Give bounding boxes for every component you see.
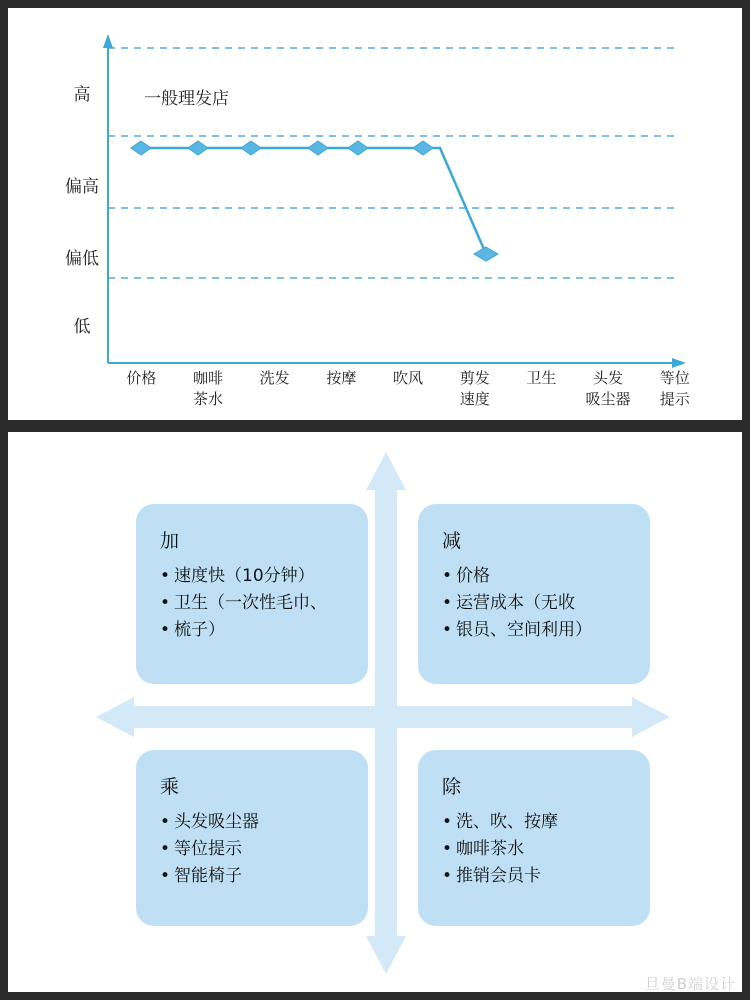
x-axis-arrow	[672, 358, 686, 368]
quadrant-reduce	[418, 504, 650, 684]
x-tick-2-line1: 洗发	[259, 369, 290, 387]
list-item-continuation: • 银员、空间利用）	[442, 617, 628, 644]
chart-area	[8, 8, 742, 420]
x-tick-7-line2: 吸尘器	[585, 390, 631, 408]
x-tick-3-line1: 按摩	[326, 369, 357, 387]
list-item: • 运营成本（无收	[442, 590, 628, 617]
x-tick-1-line2: 茶水	[193, 390, 224, 408]
x-tick-0	[108, 368, 175, 428]
quadrant-reduce-list	[442, 563, 628, 644]
x-tick-6	[508, 368, 575, 428]
list-item: • 洗、吹、按摩	[442, 809, 628, 836]
x-tick-5-line1: 剪发	[459, 369, 490, 387]
x-tick-6-line1: 卫生	[526, 369, 557, 387]
x-tick-7	[575, 368, 642, 428]
list-item: • 价格	[442, 563, 628, 590]
quadrant-eliminate	[418, 750, 650, 926]
x-axis-labels	[108, 368, 708, 428]
list-item: • 推销会员卡	[442, 863, 628, 890]
x-tick-1-line1: 咖啡	[193, 369, 224, 387]
quadrant-create-list	[160, 809, 346, 890]
y-tick-high: 高	[73, 85, 91, 105]
x-tick-0-line1: 价格	[126, 369, 157, 387]
quadrant-raise-title: 加	[160, 530, 180, 552]
list-item: • 速度快（10分钟）	[160, 563, 346, 590]
quadrant-eliminate-title: 除	[442, 776, 462, 798]
list-item: • 卫生（一次性毛巾、	[160, 590, 346, 617]
arrow-right-icon	[632, 697, 670, 737]
x-tick-8-line1: 等位	[659, 369, 690, 387]
x-tick-3	[308, 368, 375, 428]
arrow-left-icon	[96, 697, 134, 737]
x-tick-1	[175, 368, 242, 428]
list-item-continuation: • 梳子）	[160, 617, 346, 644]
horizontal-axis-bar	[128, 706, 638, 728]
strategy-canvas-panel	[8, 8, 742, 420]
x-tick-8-line2: 提示	[659, 390, 690, 408]
quadrant-create-title: 乘	[160, 776, 180, 798]
series-annotation: 一般理发店	[144, 89, 229, 109]
y-tick-mid-high: 偏高	[65, 177, 99, 197]
quadrant-eliminate-list	[442, 809, 628, 890]
list-item: • 等位提示	[160, 836, 346, 863]
quadrant-create	[136, 750, 368, 926]
quadrant-reduce-title: 减	[442, 530, 462, 552]
x-tick-4	[375, 368, 442, 428]
y-axis-arrow	[103, 34, 113, 48]
series-markers-1	[131, 141, 498, 261]
x-tick-5	[441, 368, 508, 428]
y-tick-mid-low: 偏低	[65, 249, 99, 269]
series-line-1	[141, 148, 486, 254]
arrow-down-icon	[366, 936, 406, 974]
list-item: • 咖啡茶水	[442, 836, 628, 863]
x-tick-5-line2: 速度	[459, 390, 490, 408]
x-tick-2	[241, 368, 308, 428]
quadrant-raise	[136, 504, 368, 684]
errc-grid-panel	[8, 432, 742, 992]
x-tick-8	[641, 368, 708, 428]
quadrant-raise-list	[160, 563, 346, 644]
watermark-text: 旦曼B端设计	[644, 975, 736, 993]
chart-plot	[8, 8, 742, 420]
list-item: • 智能椅子	[160, 863, 346, 890]
list-item: • 头发吸尘器	[160, 809, 346, 836]
arrow-up-icon	[366, 452, 406, 490]
x-tick-7-line1: 头发	[593, 369, 624, 387]
y-tick-low: 低	[73, 317, 91, 337]
x-tick-4-line1: 吹风	[393, 369, 424, 387]
